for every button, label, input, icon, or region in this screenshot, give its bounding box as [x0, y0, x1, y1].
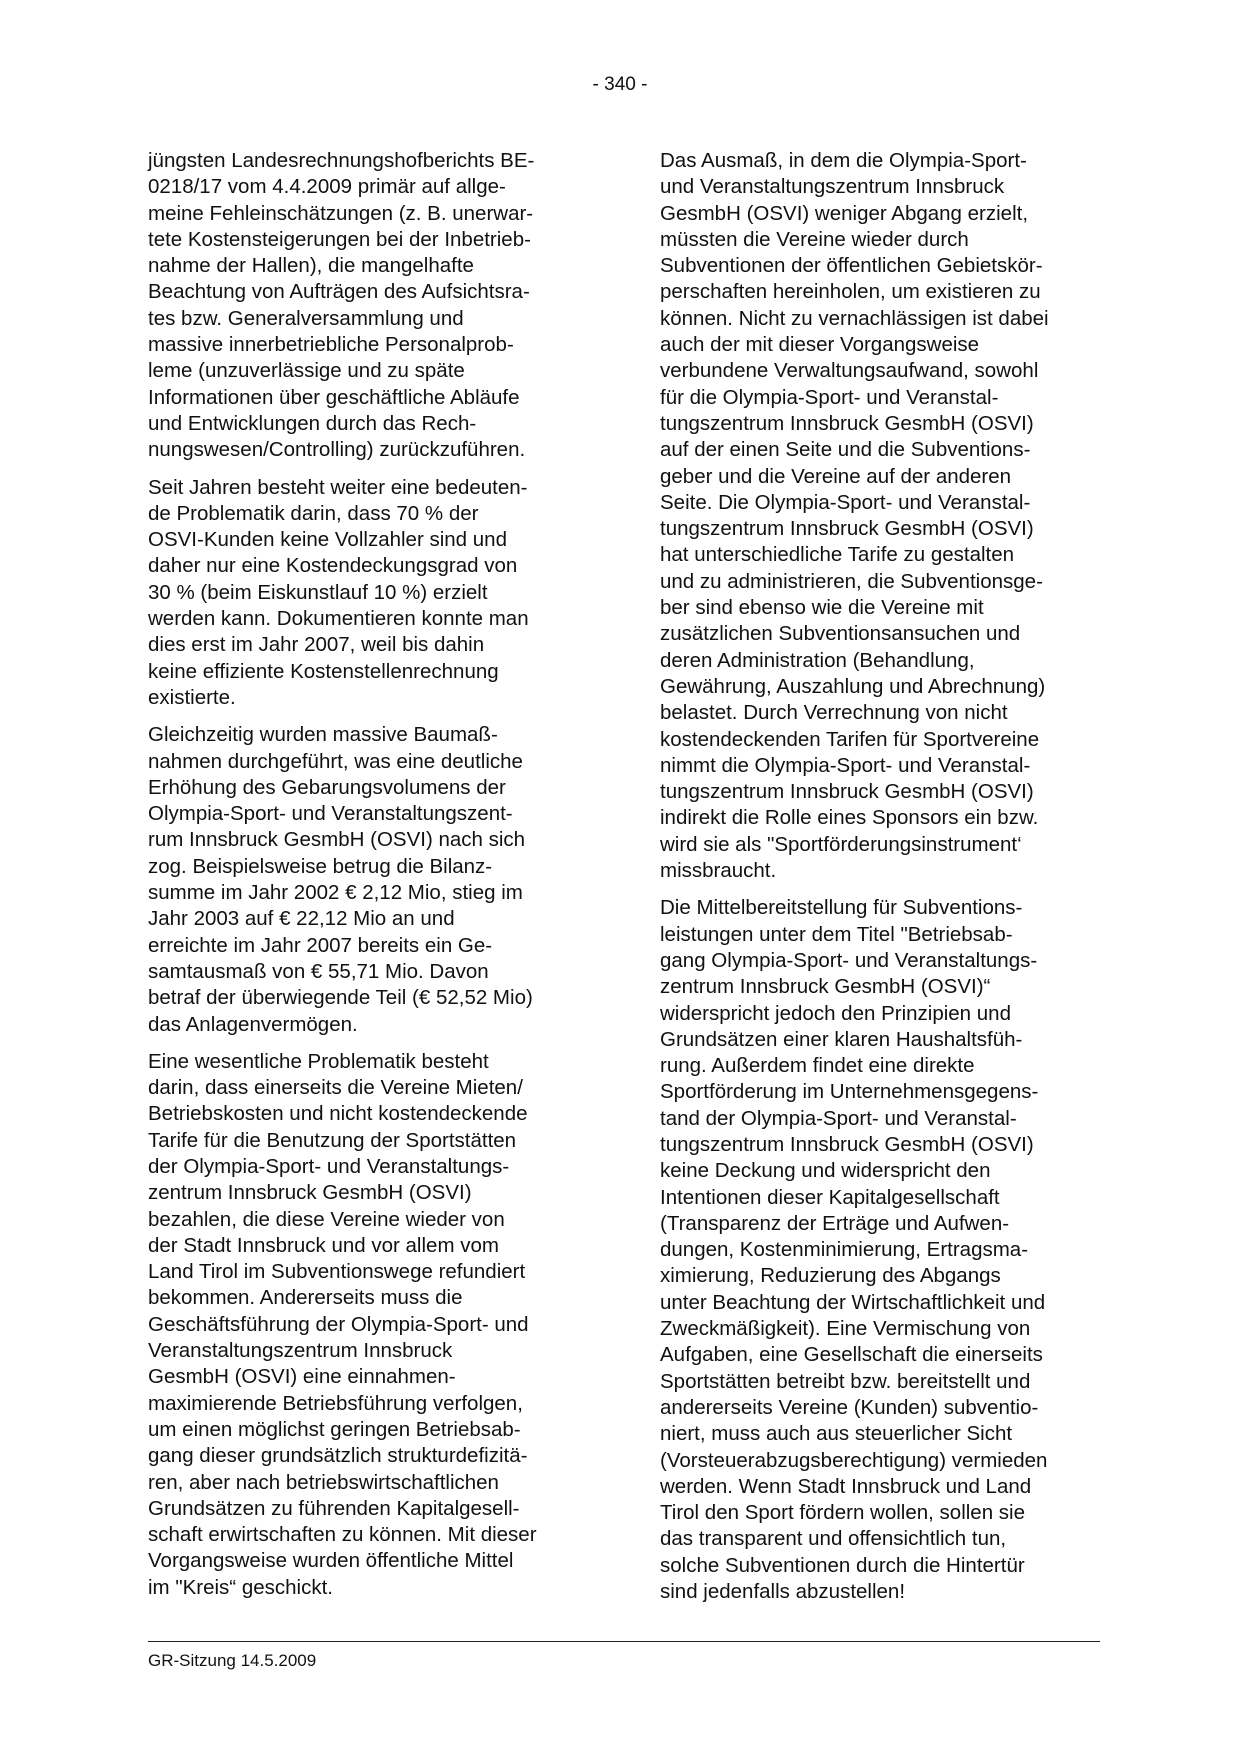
text-line: und Entwicklungen durch das Rech-: [148, 411, 477, 435]
text-line: nungswesen/Controlling) zurückzuführen.: [148, 438, 526, 462]
text-line: tungszentrum Innsbruck GesmbH (OSVI): [660, 411, 1034, 435]
text-line: bekommen. Andererseits muss die: [148, 1286, 463, 1310]
text-line: meine Fehleinschätzungen (z. B. unerwar-: [148, 201, 534, 225]
text-line: tungszentrum Innsbruck GesmbH (OSVI): [660, 1132, 1034, 1156]
text-line: gang Olympia-Sport- und Veranstaltungs-: [660, 948, 1038, 972]
text-line: Seite. Die Olympia-Sport- und Veranstal-: [660, 490, 1031, 514]
text-line: können. Nicht zu vernachlässigen ist dabei: [660, 306, 1049, 330]
text-line: massive innerbetriebliche Personalprob-: [148, 333, 514, 357]
text-line: leme (unzuverlässige und zu späte: [148, 359, 465, 383]
text-line: (Transparenz der Erträge und Aufwen-: [660, 1211, 1010, 1235]
text-line: nahme der Hallen), die mangelhafte: [148, 254, 474, 278]
left-paragraph-2: [148, 475, 600, 712]
text-line: Grundsätzen zu führenden Kapitalgesell-: [148, 1496, 520, 1520]
text-line: belastet. Durch Verrechnung von nicht: [660, 701, 1008, 725]
text-line: Jahr 2003 auf € 22,12 Mio an und: [148, 907, 455, 931]
text-line: tete Kostensteigerungen bei der Inbetrieb-: [148, 227, 531, 251]
left-paragraph-1: [148, 148, 600, 464]
text-line: Sportstätten betreibt bzw. bereitstellt und: [660, 1369, 1031, 1393]
text-line: verbundene Verwaltungsaufwand, sowohl: [660, 359, 1039, 383]
text-line: der Stadt Innsbruck und vor allem vom: [148, 1233, 499, 1257]
left-text-column: [148, 148, 600, 1601]
text-line: keine Deckung und widerspricht den: [660, 1159, 991, 1183]
text-line: unter Beachtung der Wirtschaftlichkeit und: [660, 1290, 1046, 1314]
text-line: Vorgangsweise wurden öffentliche Mittel: [148, 1549, 514, 1573]
text-line: Eine wesentliche Problematik besteht: [148, 1049, 489, 1073]
text-line: missbraucht.: [660, 859, 777, 883]
text-line: Beachtung von Aufträgen des Aufsichtsra-: [148, 280, 530, 304]
text-line: zentrum Innsbruck GesmbH (OSVI): [148, 1181, 472, 1205]
text-line: Intentionen dieser Kapitalgesellschaft: [660, 1185, 1000, 1209]
text-line: gang dieser grundsätzlich strukturdefizitä-: [148, 1444, 528, 1468]
text-line: Erhöhung des Gebarungsvolumens der: [148, 775, 506, 799]
text-line: Sportförderung im Unternehmensgegens-: [660, 1080, 1039, 1104]
text-line: OSVI-Kunden keine Vollzahler sind und: [148, 528, 507, 552]
text-line: ximierung, Reduzierung des Abgangs: [660, 1264, 1001, 1288]
text-line: samtausmaß von € 55,71 Mio. Davon: [148, 959, 489, 983]
text-line: de Problematik darin, dass 70 % der: [148, 501, 479, 525]
text-line: andererseits Vereine (Kunden) subventio-: [660, 1395, 1039, 1419]
text-line: Veranstaltungszentrum Innsbruck: [148, 1339, 453, 1363]
text-line: keine effiziente Kostenstellenrechnung: [148, 659, 499, 683]
text-line: niert, muss auch aus steuerlicher Sicht: [660, 1422, 1013, 1446]
text-line: GesmbH (OSVI) weniger Abgang erzielt,: [660, 201, 1029, 225]
text-line: Tarife für die Benutzung der Sportstätten: [148, 1128, 517, 1152]
text-line: dungen, Kostenminimierung, Ertragsma-: [660, 1238, 1029, 1262]
left-paragraph-4: [148, 1049, 600, 1601]
text-line: hat unterschiedliche Tarife zu gestalten: [660, 543, 1015, 567]
text-line: kostendeckenden Tarifen für Sportvereine: [660, 727, 1040, 751]
text-line: Aufgaben, eine Gesellschaft die einerseits: [660, 1343, 1043, 1367]
text-line: Seit Jahren besteht weiter eine bedeuten-: [148, 475, 528, 499]
text-line: Gleichzeitig wurden massive Baumaß-: [148, 723, 498, 747]
text-line: darin, dass einerseits die Vereine Mieten/: [148, 1076, 523, 1100]
text-line: und Veranstaltungszentrum Innsbruck: [660, 175, 1005, 199]
paragraph-gap: [148, 711, 600, 722]
text-line: betraf der überwiegende Teil (€ 52,52 Mio): [148, 986, 533, 1010]
text-line: solche Subventionen durch die Hintertür: [660, 1553, 1025, 1577]
text-line: perschaften hereinholen, um existieren zu: [660, 280, 1041, 304]
text-line: müssten die Vereine wieder durch: [660, 227, 969, 251]
text-line: schaft erwirtschaften zu können. Mit dieser: [148, 1523, 537, 1547]
text-line: summe im Jahr 2002 € 2,12 Mio, stieg im: [148, 881, 523, 905]
text-line: ren, aber nach betriebswirtschaftlichen: [148, 1470, 499, 1494]
text-line: Geschäftsführung der Olympia-Sport- und: [148, 1312, 529, 1336]
text-line: nimmt die Olympia-Sport- und Veranstal-: [660, 753, 1031, 777]
text-line: tand der Olympia-Sport- und Veranstal-: [660, 1106, 1017, 1130]
text-line: deren Administration (Behandlung,: [660, 648, 975, 672]
text-line: Subventionen der öffentlichen Gebietskör-: [660, 254, 1043, 278]
text-line: 30 % (beim Eiskunstlauf 10 %) erzielt: [148, 580, 488, 604]
text-line: jüngsten Landesrechnungshofberichts BE-: [148, 149, 535, 172]
text-line: Zweckmäßigkeit). Eine Vermischung von: [660, 1317, 1031, 1341]
text-line: der Olympia-Sport- und Veranstaltungs-: [148, 1154, 510, 1178]
text-line: leistungen unter dem Titel "Betriebsab-: [660, 922, 1013, 946]
text-line: Die Mittelbereitstellung für Subventions-: [660, 896, 1023, 920]
text-line: rum Innsbruck GesmbH (OSVI) nach sich: [148, 828, 526, 852]
text-line: widerspricht jedoch den Prinzipien und: [660, 1001, 1011, 1025]
text-line: 0218/17 vom 4.4.2009 primär auf allge-: [148, 175, 506, 199]
right-paragraph-2: [660, 895, 1112, 1605]
text-line: zog. Beispielsweise betrug die Bilanz-: [148, 854, 493, 878]
text-line: wird sie als "Sportförderungsinstrument‘: [660, 832, 1022, 856]
text-line: auf der einen Seite und die Subventions-: [660, 438, 1031, 462]
text-line: (Vorsteuerabzugsberechtigung) vermieden: [660, 1448, 1048, 1472]
text-line: werden kann. Dokumentieren konnte man: [148, 607, 529, 631]
right-paragraph-1: [660, 148, 1112, 884]
text-line: bezahlen, die diese Vereine wieder von: [148, 1207, 505, 1231]
text-line: dies erst im Jahr 2007, weil bis dahin: [148, 633, 485, 657]
text-line: tungszentrum Innsbruck GesmbH (OSVI): [660, 517, 1034, 541]
page-number: - 340 -: [592, 74, 648, 95]
text-line: Grundsätzen einer klaren Haushaltsfüh-: [660, 1027, 1023, 1051]
text-line: rung. Außerdem findet eine direkte: [660, 1054, 975, 1078]
left-paragraph-3: [148, 722, 600, 1038]
text-line: Land Tirol im Subventionswege refundiert: [148, 1260, 526, 1284]
text-line: zusätzlichen Subventionsansuchen und: [660, 622, 1021, 646]
text-line: Betriebskosten und nicht kostendeckende: [148, 1102, 528, 1126]
text-line: tungszentrum Innsbruck GesmbH (OSVI): [660, 780, 1034, 804]
text-line: das Anlagenvermögen.: [148, 1012, 358, 1036]
text-line: Gewährung, Auszahlung und Abrechnung): [660, 674, 1046, 698]
text-line: auch der mit dieser Vorgangsweise: [660, 333, 980, 357]
footer-divider: [148, 1641, 1100, 1642]
text-line: nahmen durchgeführt, was eine deutliche: [148, 749, 523, 773]
text-line: Olympia-Sport- und Veranstaltungszent-: [148, 802, 513, 826]
text-line: um einen möglichst geringen Betriebsab-: [148, 1417, 521, 1441]
paragraph-gap: [148, 1038, 600, 1049]
text-line: für die Olympia-Sport- und Veranstal-: [660, 385, 999, 409]
text-line: existierte.: [148, 685, 236, 709]
text-line: Das Ausmaß, in dem die Olympia-Sport-: [660, 149, 1027, 172]
text-line: indirekt die Rolle eines Sponsors ein bzw.: [660, 806, 1039, 830]
right-text-column: [660, 148, 1112, 1605]
text-line: Informationen über geschäftliche Abläufe: [148, 385, 520, 409]
text-line: das transparent und offensichtlich tun,: [660, 1527, 1007, 1551]
paragraph-gap: [660, 884, 1112, 895]
text-line: maximierende Betriebsführung verfolgen,: [148, 1391, 523, 1415]
text-line: daher nur eine Kostendeckungsgrad von: [148, 554, 518, 578]
text-line: tes bzw. Generalversammlung und: [148, 306, 464, 330]
text-line: ber sind ebenso wie die Vereine mit: [660, 596, 984, 620]
paragraph-gap: [148, 464, 600, 475]
text-line: im "Kreis“ geschickt.: [148, 1575, 333, 1599]
text-line: erreichte im Jahr 2007 bereits ein Ge-: [148, 933, 493, 957]
text-line: werden. Wenn Stadt Innsbruck und Land: [660, 1474, 1032, 1498]
footer-session-date: GR-Sitzung 14.5.2009: [148, 1651, 317, 1670]
text-line: GesmbH (OSVI) eine einnahmen-: [148, 1365, 456, 1389]
text-line: und zu administrieren, die Subventionsge-: [660, 569, 1043, 593]
text-line: geber und die Vereine auf der anderen: [660, 464, 1012, 488]
text-line: sind jedenfalls abzustellen!: [660, 1580, 906, 1604]
text-line: Tirol den Sport fördern wollen, sollen sie: [660, 1501, 1026, 1525]
text-line: zentrum Innsbruck GesmbH (OSVI)“: [660, 975, 991, 999]
